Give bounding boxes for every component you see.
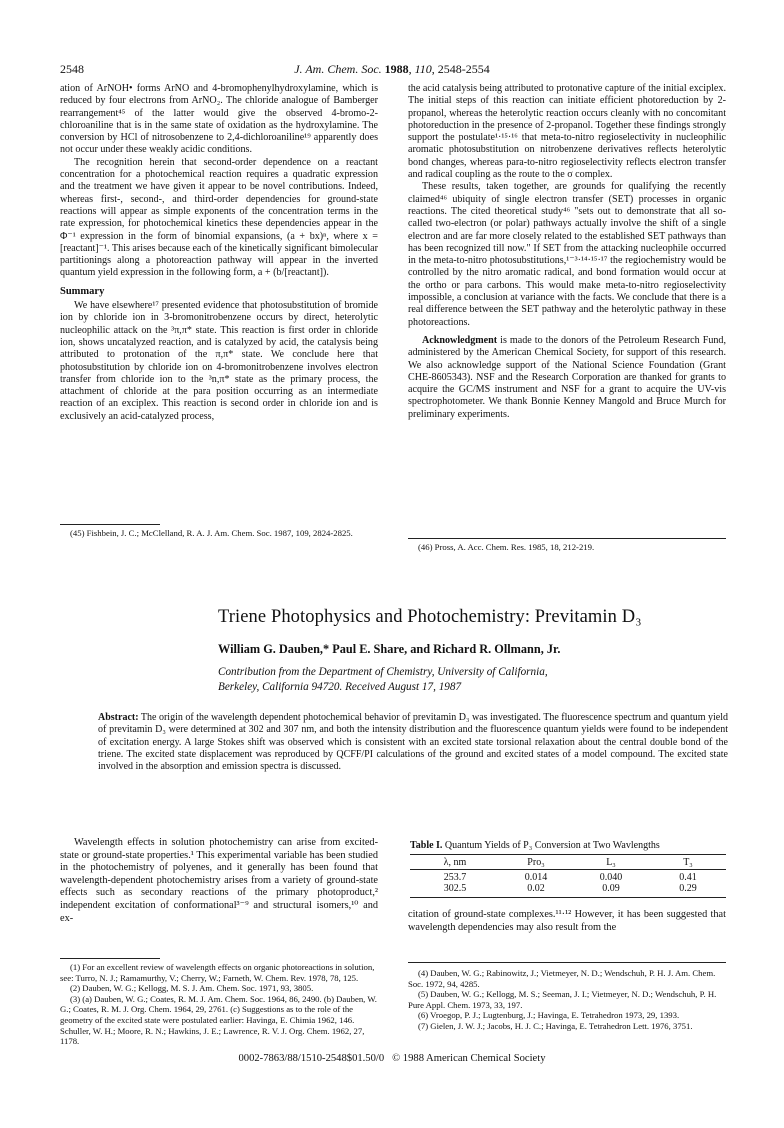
article-authors: William G. Dauben,* Paul E. Share, and Richard R. Ollmann, Jr. [218,642,561,656]
footnote-45: (45) Fishbein, J. C.; McClelland, R. A. J. Am. Chem. Soc. 1987, 109, 2824-2825. [70,528,353,538]
affiliation-line-1: Contribution from the Department of Chemistry, University of California, [218,666,548,678]
affiliation-line-2: Berkeley, California 94720. Received August 17, 1987 [218,680,462,693]
table-cell: 0.02 [527,883,545,894]
table-header-cell: λ, nm [443,856,467,868]
right-paragraph-1: the acid catalysis being attributed to protonative capture of the initial exciplex. The initial steps of this reaction can initiate efficient photoreduction by 2-propanol, whereas the heterolytic reaction occurs cleanly with no concomitant photoreduction in the presence of 2-propanol. Together these findings strongly support the postulate¹·¹⁵·¹⁶ that meta-to-nitro regioselectivity in nucleophilic aromatic photosubstitution on nitrobenzene derivatives reflects heterolytic bond changes, whereas para-to-nitro regioselectivity reflects electron transfer and radical coupling as the route to the σ complex. [408,83,726,181]
acknowledgment [408,335,726,421]
acknowledgment-label: Acknowledgment [422,334,498,346]
footnote-46: (46) Pross, A. Acc. Chem. Res. 1985, 18, 212-219. [418,542,595,552]
table-rule-top [410,854,726,855]
table-cell: 0.014 [524,872,548,883]
journal-volume: 110 [414,62,432,76]
footnote-5: (5) Dauben, W. G.; Kellogg, M. S.; Seeman, J. I.; Vietmeyer, N. D.; Wendschuh, P. H. Pure Appl. Chem. 1973, 33, 197. [408,989,717,1010]
table-header-cell: L₃ [606,856,616,868]
footnote-rule-right [408,538,726,539]
right-paragraph-2: These results, taken together, are grounds for qualifying the recently claimed⁴⁶ ubiquity of single electron transfer (SET) processes in organic reactions. The cited theoretical study⁴⁶ "sets out to demonstrate that all so-called two-electron (or polar) pathways actually involve the shift of a single electron and are far more closely related to the established SET pathways than has been recognized till now." If SET from the attacking nucleophile occurred in the meta-to-nitro photosubstitutions,¹⁻³·¹⁴·¹⁵·¹⁷ the regiochemistry would be controlled by the nitro aromatic radical, and bond formation would occur at the ortho or para carbons. This would make meta-to-nitro regioselectivity impossible, a conclusion at variance with the facts. We conclude that there is a real difference between the SET pathway and the heterolytic pathway in these photoreactions. [408,181,726,328]
table-1-caption [410,840,726,851]
table-cell: 0.040 [599,872,623,883]
table-header-cell: T₃ [683,856,693,868]
table-cell: 0.09 [602,883,620,894]
summary-heading: Summary [60,285,105,297]
table-row [410,883,726,894]
page-footer [0,1053,784,1064]
footnote-rule-lower-left [60,958,160,959]
left-column [60,83,378,423]
table-header-row [410,856,726,869]
footnote-7: (7) Gielen, J. W. J.; Jacobs, H. J. C.; Havinga, E. Tetrahedron Lett. 1976, 3751. [418,1020,693,1031]
footnote-6: (6) Vroegop, P. J.; Lugtenburg, J.; Havinga, E. Tetrahedron 1973, 29, 1393. [418,1010,680,1021]
intro-column [60,837,378,925]
table-caption-label: Table I. [410,840,443,851]
table-cell: 302.5 [443,883,467,894]
table-rule-bottom [410,897,726,898]
right-column [408,83,726,421]
table-cell: 0.41 [679,872,697,883]
footer-code: 0002-7863/88/1510-2548$01.50/0 [238,1053,385,1064]
table-header-cell: Pro₃ [527,856,545,868]
footnotes-left [60,962,378,1047]
summary-paragraph: We have elsewhere¹⁷ presented evidence that photosubstitution of bromide ion by chloride ion in 3-bromonitrobenzene occurs by direct, heterolytic nucleophilic attack on the ³π,π* state. This reaction is first order in chloride ion, shows uncatalyzed reaction, and is catalyzed by acid, the catalysis being attributed to protonation of the π,π* state. We conclude here that photosubstitution by chloride ion on 4-bromonitrobenzene involves electron transfer from chloride ion to the ³n,π* state as the primary process, the attachment of chloride at the para position occurring as an intermediate reaction of an exciplex. This reaction is second order in chloride ion and is exclusively an acid-catalyzed process, [60,300,378,422]
continued-column [408,909,726,934]
footer-copyright: © 1988 American Chemical Society [392,1053,546,1064]
continued-paragraph: citation of ground-state complexes.¹¹·¹² However, it has been suggested that wavelength dependencies may also result from the [408,909,726,933]
footnote-rule-lower-right [408,962,726,963]
abstract [98,712,728,773]
journal-pages: 2548-2554 [437,62,490,76]
footnote-2: (2) Dauben, W. G.; Kellogg, M. S. J. Am. Chem. Soc. 1971, 93, 3805. [70,983,314,994]
running-header: J. Am. Chem. Soc. 1988, 110, 2548-2554 [294,62,490,76]
journal-name: J. Am. Chem. Soc. [294,62,382,76]
footnote-1: (1) For an excellent review of wavelength effects on organic photoreactions in solution, see: Turro, N. J.; Ramamurthy, V.; Cherry, W.; Farneth, W. Chem. Rev. 1978, 78, 125. [60,962,375,983]
table-cell: 0.29 [679,883,697,894]
footnote-4: (4) Dauben, W. G.; Rabinowitz, J.; Vietmeyer, N. D.; Wendschuh, P. H. J. Am. Chem. Soc. 1972, 94, 4285. [408,968,716,989]
table-cell: 253.7 [443,872,467,883]
footnote-3: (3) (a) Dauben, W. G.; Coates, R. M. J. Am. Chem. Soc. 1964, 86, 2490. (b) Dauben, W. G.; Coates, R. M. J. Org. Chem. 1964, 29, 2761. (c) Suggestions as to the role of the geometry of the excited state were postulated earlier: Havinga, E. Chimia 1962, 146. Schuller, W. H.; Moore, R. N.; Hawkins, J. E.; Lawrence, R. V. J. Org. Chem. 1962, 27, 1178. [60,993,377,1047]
journal-year: 1988 [384,62,409,76]
page-number: 2548 [60,62,84,76]
intro-paragraph-1: Wavelength effects in solution photochemistry can arise from excited-state or ground-state properties.¹ This experimental variable has been studied in the photochemistry of polyenes, and it generally has been found that wavelength-dependent photochemistry arises from a variety of ground-state effects such as secondary reactions of the primary photoproduct,² independent excitation of conformational³⁻⁹ and structural isomers,¹⁰ and ex- [60,837,378,924]
article-affiliation [218,665,738,694]
footnotes-right [408,968,726,1032]
table-1 [410,856,726,894]
abstract-text: The origin of the wavelength dependent photochemical behavior of previtamin D₃ was investigated. The fluorescence spectrum and quantum yield of previtamin D₃ were determined at 302 and 307 nm, and both the intensity distribution and the fluorescence quantum yields were found to be independent of excitation energy. A large Stokes shift was observed which is consistent with an excited state torsional relaxation about the central double bond of the triene. The excited state displacement was reproduced by QCFF/PI calculations of the ground and excited states of a model compound. The excited state involved in the absorption and emission spectra is discussed. [98,712,728,773]
table-row [410,872,726,883]
left-paragraph-1: ation of ArNOH• forms ArNO and 4-bromophenylhydroxylamine, which is reduced by four electrons from ArNO₂. The chloride analogue of Bamberger rearrangement⁴⁵ of the latter would give the observed 4-bromo-2-chloroaniline that is in the same state of oxidation as the hydroxylamine. The conversion by HCl of nitrosobenzene to 2,4-dichloroaniline¹⁹ apparently does not occur under these weakly acidic conditions. [60,83,378,156]
footnote-rule-left [60,524,160,525]
table-caption-text: Quantum Yields of P₃ Conversion at Two Wavlengths [444,840,660,851]
acknowledgment-text: is made to the donors of the Petroleum Research Fund, administered by the American Chemical Society, for support of this research. We also acknowledge support of the National Science Foundation (Grant CHE-8605343). NSF and the Research Corporation are thanked for grants to acquire the GC/MS instrument and NSF for a grant to acquire the UV-vis spectrophotometer. We thank Bonnie Kenney Mangold and Bruce Murch for preliminary experiments. [408,334,726,420]
abstract-label: Abstract: [98,712,139,723]
article-title: Triene Photophysics and Photochemistry: Previtamin D₃ [218,607,642,627]
left-paragraph-2: The recognition herein that second-order dependence on a reactant concentration for a photochemical reaction requires a quadratic expression and the treatment we have given it appear to be novel contributions. Indeed, whereas first-, second-, and third-order dependencies for ground-state reactions will appear as simple exponents of the concentration terms in the rate expression, for photochemical kinetics these dependencies appear in the Φ⁻¹ expression in the form of binomial expansions, (a + bx)ⁿ, where x = [reactant]⁻¹. This arises because each of the kinetically significant bimolecular partitionings along a photoreaction pathway will appear in the inverted quantum yield expression in the following form, a + (b/[reactant]). [60,156,378,279]
